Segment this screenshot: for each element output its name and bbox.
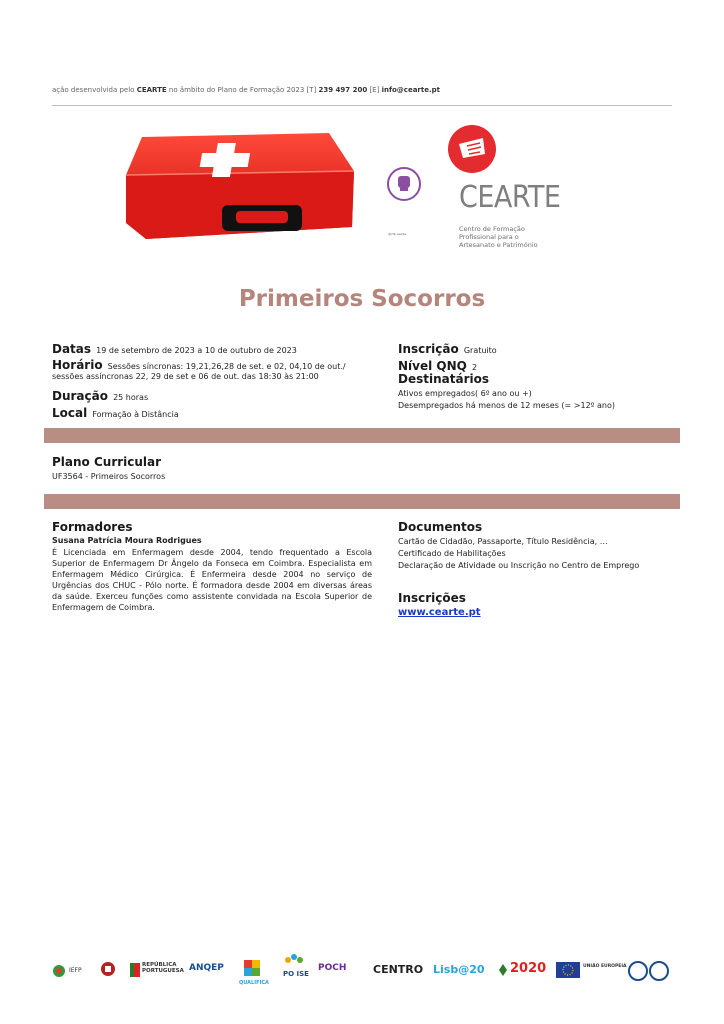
qualifica-logo: QUALIFICA <box>240 958 266 982</box>
plano-item: UF3564 - Primeiros Socorros <box>52 472 166 481</box>
cearte-wordmark: CEARTE <box>459 180 561 215</box>
qualifica-icon <box>240 958 266 978</box>
page-title: Primeiros Socorros <box>238 286 486 312</box>
iefp-logo: IEFP <box>52 963 66 982</box>
badge-logo <box>387 167 421 201</box>
destinatarios-heading: Destinatários <box>398 372 489 386</box>
poise-icon <box>283 952 305 968</box>
cearte-tagline: Centro de Formação Profissional para o Artesanato e Património <box>459 225 538 250</box>
destinatarios-item: Desempregados há menos de 12 meses (= >12º ano) <box>398 401 615 410</box>
header-info: ação desenvolvida pelo CEARTE no âmbito do Plano de Formação 2023 [T] 239 497 200 [E] info@cearte.pt <box>52 86 440 94</box>
header-divider <box>52 105 672 106</box>
formador-name: Susana Patrícia Moura Rodrigues <box>52 536 202 545</box>
formador-bio: É Licenciada em Enfermagem desde 2004, tendo frequentado a Escola Superior de Enfermagem Dr Ângelo da Fonseca em Coimbra. Especialista em Enfermagem Médico Cirúrgica. É Enfermeira desde 2004 no serviço de Urgências dos CHUC - Pólo norte. É formadora desde 2004 em diversas áreas da saúde. Exerceu funções como assistente convidada na Escola Superior de Enfermagem de Coimbra. <box>52 548 372 612</box>
section-divider <box>44 428 680 443</box>
section-divider <box>44 494 680 509</box>
duracao-row: Duração 25 horas <box>52 389 149 403</box>
cearte-logo-icon <box>447 124 497 174</box>
documentos-heading: Documentos <box>398 520 483 534</box>
nivel-row: Nível QNQ 2 <box>398 359 478 373</box>
horario-row-2: sessões assíncronas 22, 29 de set e 06 de out. das 18:30 às 21:00 <box>52 372 319 381</box>
plano-heading: Plano Curricular <box>52 455 162 469</box>
documento-item: Declaração de Atividade ou Inscrição no Centro de Emprego <box>398 561 640 570</box>
centro2020-logo: CENTRO <box>373 963 424 976</box>
hands-icon <box>389 169 419 199</box>
website-link[interactable]: www.cearte.pt <box>398 607 481 618</box>
poise-logo: PO ISE <box>283 952 305 972</box>
eu-flag-icon <box>556 962 580 978</box>
portugal2020-logo: 2020 <box>498 962 508 981</box>
badge-caption: @cfp.cearte <box>388 232 407 236</box>
first-aid-kit-icon <box>124 131 358 241</box>
iefp-icon <box>52 964 66 978</box>
horario-row: Horário Sessões síncronas: 19,21,26,28 de set. e 02, 04,10 de out./ <box>52 358 346 372</box>
republica-portuguesa-logo: REPÚBLICA PORTUGUESA <box>130 962 140 981</box>
lisboa2020-logo: Lisb@20 <box>433 963 485 976</box>
inscricoes-heading: Inscrições <box>398 591 466 605</box>
anqep-logo: ANQEP <box>189 963 224 973</box>
local-row: Local Formação à Distância <box>52 406 179 420</box>
poch-logo: POCH <box>318 963 347 973</box>
partner-logos-icon <box>628 961 670 981</box>
crest-icon <box>97 961 119 979</box>
portugal2020-icon <box>498 963 508 977</box>
inscricao-row: Inscrição Gratuito <box>398 342 497 356</box>
uniao-europeia-logo: UNIÃO EUROPEIA <box>556 962 580 982</box>
documento-item: Certificado de Habilitações <box>398 549 506 558</box>
flag-icon <box>130 963 140 977</box>
destinatarios-item: Ativos empregados( 6º ano ou +) <box>398 389 532 398</box>
documento-item: Cartão de Cidadão, Passaporte, Título Residência, … <box>398 537 608 546</box>
formadores-heading: Formadores <box>52 520 133 534</box>
datas-row: Datas 19 de setembro de 2023 a 10 de outubro de 2023 <box>52 342 297 356</box>
